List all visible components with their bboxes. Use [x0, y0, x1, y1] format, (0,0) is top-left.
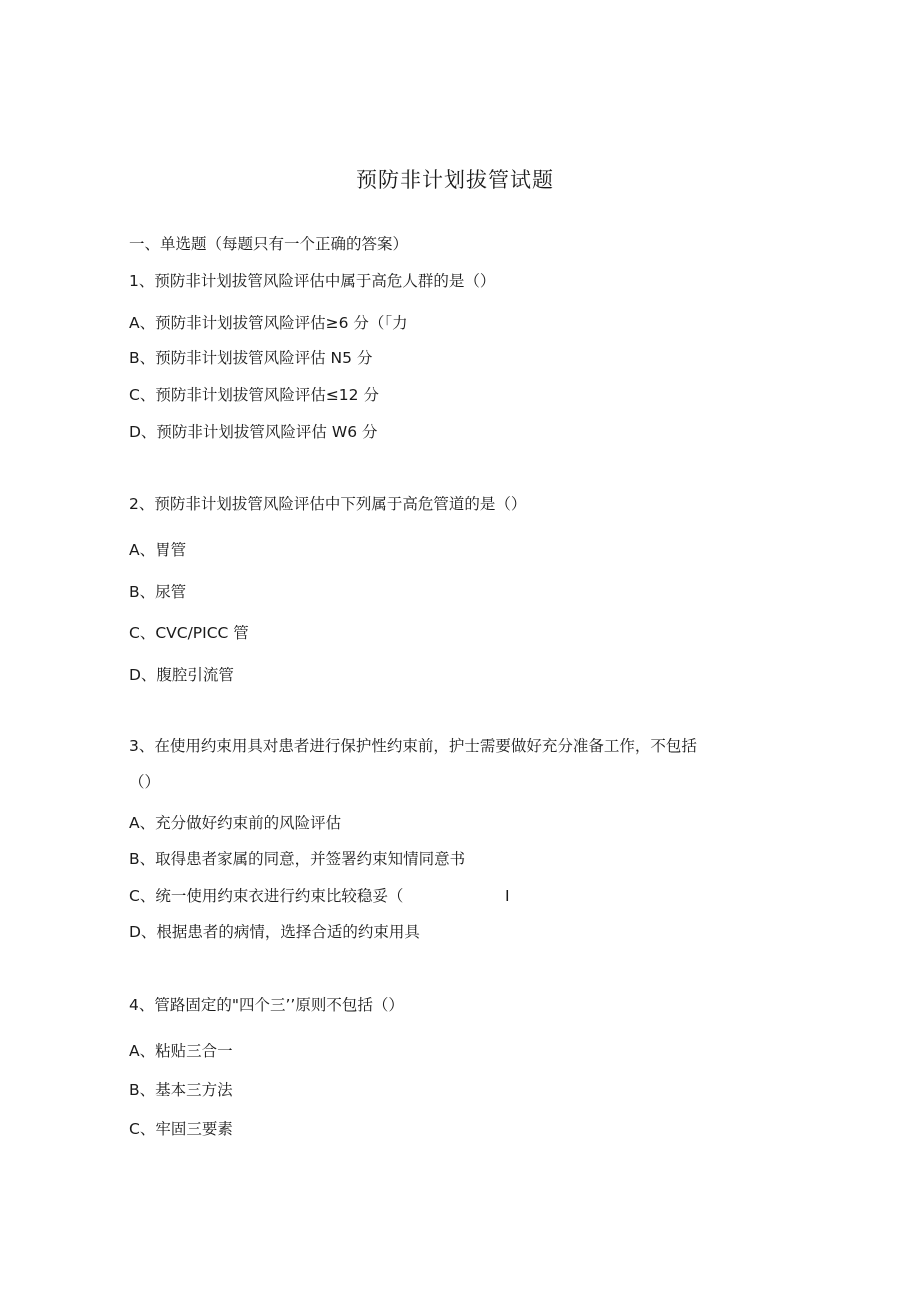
- question-1-option-b: B、预防非计划拔管风险评估 N5 分: [129, 349, 373, 367]
- question-4-option-b: B、基本三方法: [129, 1081, 233, 1099]
- question-3-option-d: D、根据患者的病情，选择合适的约束用具: [129, 923, 420, 941]
- question-1-option-d: D、预防非计划拔管风险评估 W6 分: [129, 423, 378, 441]
- question-3-stem: 3、在使用约束用具对患者进行保护性约束前，护士需要做好充分准备工作，不包括: [129, 737, 697, 755]
- question-3-stem-continued: （）: [129, 773, 161, 791]
- page-title: 预防非计划拔管试题: [356, 168, 554, 192]
- question-3-stray-mark: I: [505, 887, 510, 905]
- question-2-option-b: B、尿管: [129, 583, 187, 601]
- question-2-stem: 2、预防非计划拔管风险评估中下列属于高危管道的是（）: [129, 495, 527, 513]
- question-1-option-a: A、预防非计划拔管风险评估≥6 分（「力: [129, 314, 408, 332]
- question-2-option-a: A、胃管: [129, 541, 187, 559]
- section-heading: 一、单选题（每题只有一个正确的答案）: [129, 235, 409, 253]
- question-1-stem: 1、预防非计划拔管风险评估中属于高危人群的是（）: [129, 272, 496, 290]
- question-1-option-c: C、预防非计划拔管风险评估≤12 分: [129, 386, 379, 404]
- question-3-option-a: A、充分做好约束前的风险评估: [129, 814, 342, 832]
- question-2-option-c: C、CVC/PICC 管: [129, 624, 249, 642]
- question-2-option-d: D、腹腔引流管: [129, 666, 234, 684]
- question-4-option-a: A、粘贴三合一: [129, 1042, 233, 1060]
- question-3-option-b: B、取得患者家属的同意，并签署约束知情同意书: [129, 850, 466, 868]
- question-4-option-c: C、牢固三要素: [129, 1120, 233, 1138]
- question-4-stem: 4、管路固定的"四个三’’原则不包括（）: [129, 996, 404, 1014]
- question-3-option-c: C、统一使用约束衣进行约束比较稳妥（: [129, 887, 404, 905]
